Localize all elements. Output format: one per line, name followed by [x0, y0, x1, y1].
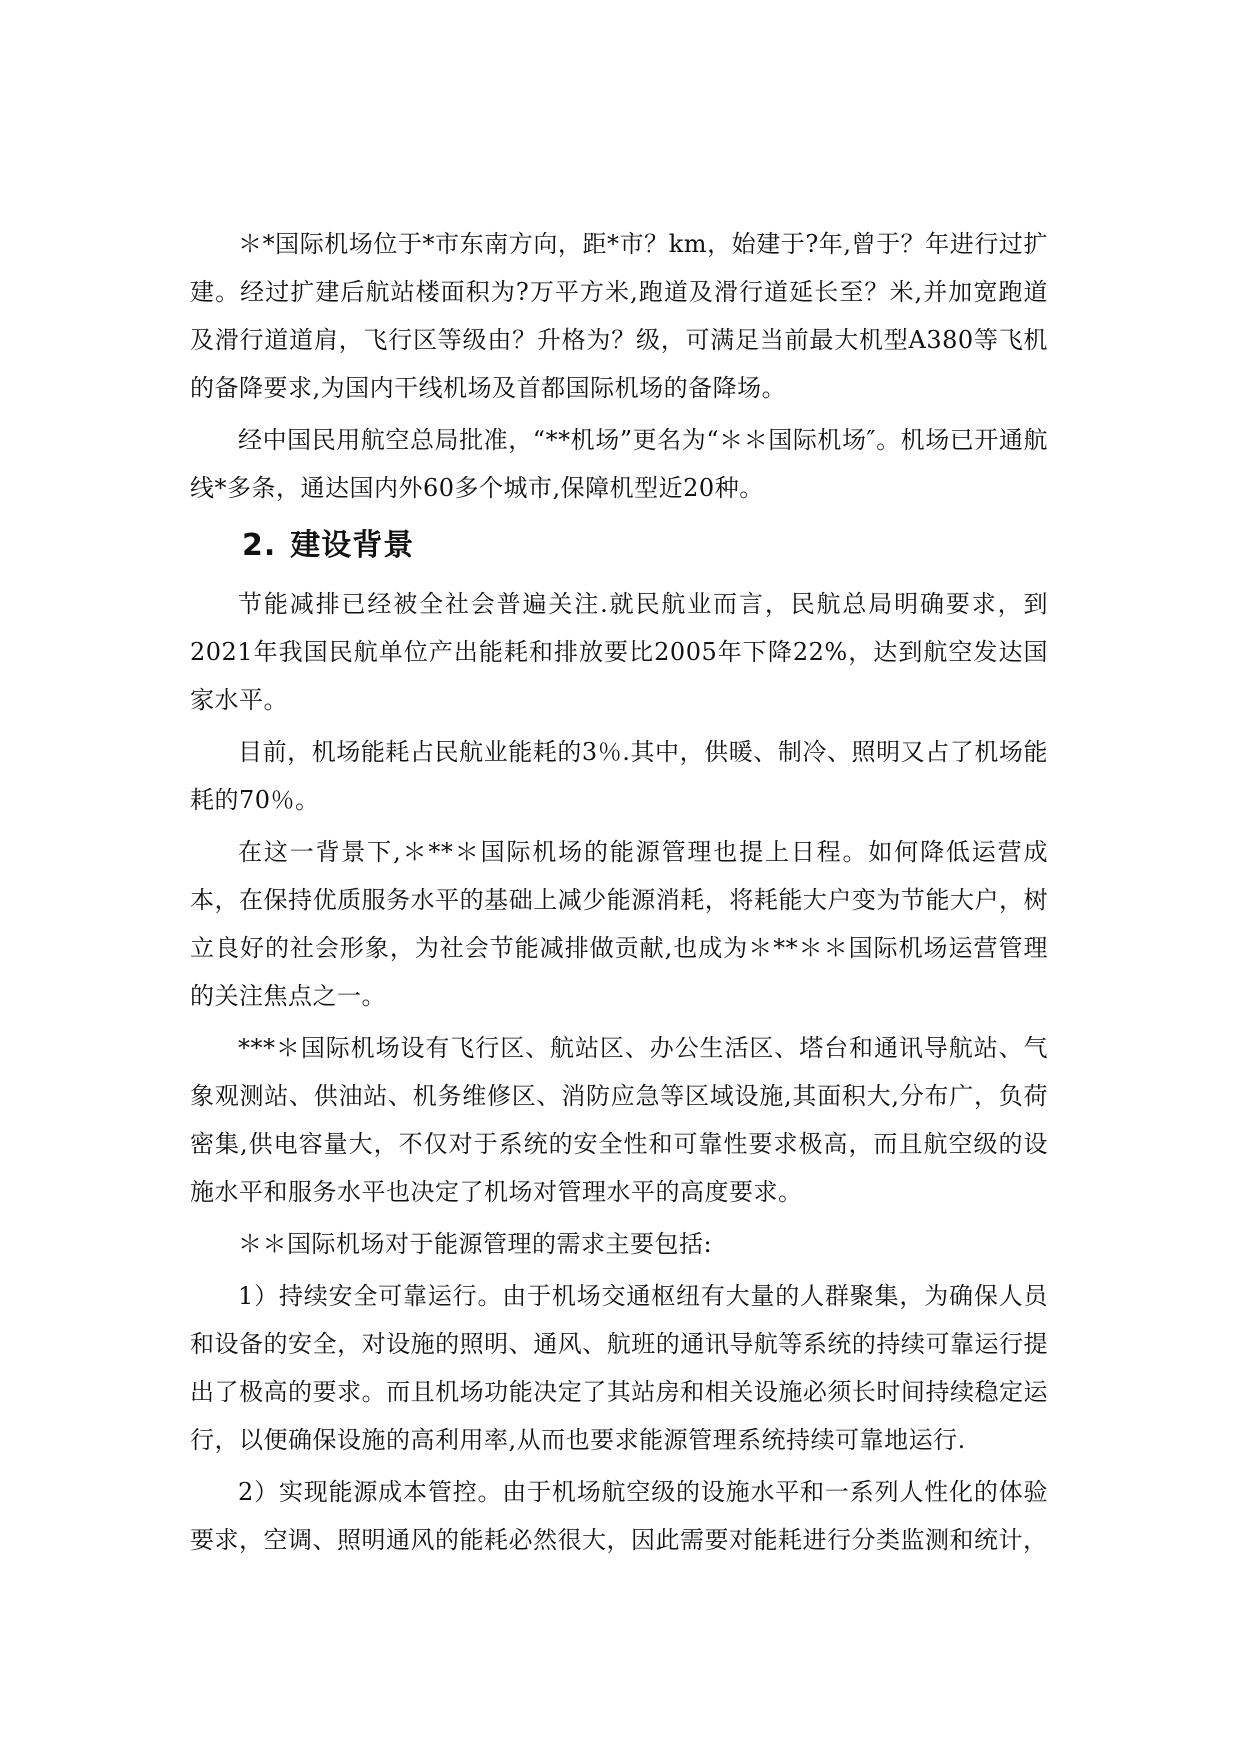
paragraph-requirement-1: 1）持续安全可靠运行。由于机场交通枢纽有大量的人群聚集，为确保人员和设备的安全，对设施的照明、通风、航班的通讯导航等系统的持续可靠运行提出了极高的要求。而且机场功能决定了其站房和相关设施必须长时间持续稳定运行，以便确保设施的高利用率,从而也要求能源管理系统持续可靠地运行.	[190, 1282, 1048, 1454]
document-body	[190, 220, 1048, 1564]
paragraph-airport-overview: ＊*国际机场位于*市东南方向，距*市？km，始建于?年,曾于？年进行过扩建。经过扩建后航站楼面积为?万平方米,跑道及滑行道延长至？米,并加宽跑道及滑行道道肩，飞行区等级由？升格为？级，可满足当前最大机型A380等飞机的备降要求,为国内干线机场及首都国际机场的备降场。	[190, 230, 1048, 402]
paragraph-energy-management: 在这一背景下,＊**＊国际机场的能源管理也提上日程。如何降低运营成本，在保持优质服务水平的基础上减少能源消耗，将耗能大户变为节能大户，树立良好的社会形象，为社会节能减排做贡献,也成为＊**＊＊国际机场运营管理的关注焦点之一。	[190, 838, 1048, 1010]
section-heading	[242, 518, 1048, 574]
section-number: 2.	[242, 528, 277, 563]
paragraph-requirement-2: 2）实现能源成本管控。由于机场航空级的设施水平和一系列人性化的体验要求，空调、照明通风的能耗必然很大，因此需要对能耗进行分类监测和统计，	[190, 1478, 1048, 1554]
paragraph-energy-policy: 节能减排已经被全社会普遍关注.就民航业而言，民航总局明确要求，到2021年我国民航单位产出能耗和排放要比2005年下降22%，达到航空发达国家水平。	[190, 590, 1048, 714]
paragraph-airport-facilities: ***＊国际机场设有飞行区、航站区、办公生活区、塔台和通讯导航站、气象观测站、供油站、机务维修区、消防应急等区域设施,其面积大,分布广，负荷密集,供电容量大，不仅对于系统的安全性和可靠性要求极高，而且航空级的设施水平和服务水平也决定了机场对管理水平的高度要求。	[190, 1034, 1048, 1206]
paragraph-requirements-intro: ＊＊国际机场对于能源管理的需求主要包括:	[238, 1230, 713, 1258]
paragraph-airport-renaming: 经中国民用航空总局批准，“**机场”更名为“＊＊国际机场″。机场已开通航线*多条，通达国内外60多个城市,保障机型近20种。	[190, 426, 1048, 502]
paragraph-energy-share: 目前，机场能耗占民航业能耗的3％.其中，供暖、制冷、照明又占了机场能耗的70％。	[190, 738, 1048, 814]
section-title: 建设背景	[290, 528, 415, 563]
